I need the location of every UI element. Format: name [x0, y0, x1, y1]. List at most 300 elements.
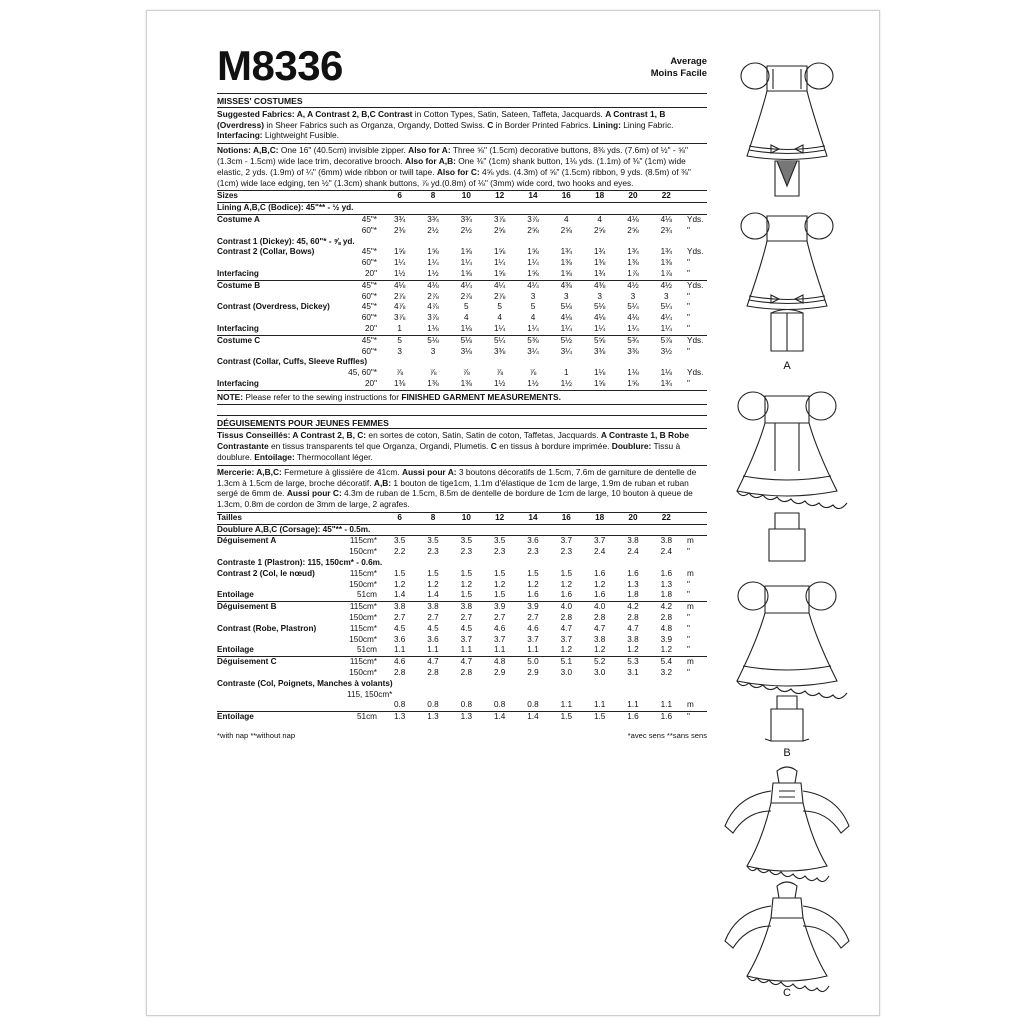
yardage-row: [217, 635, 707, 646]
yardage-value: 2⅞: [427, 291, 439, 301]
yardage-value: 1⅞: [660, 268, 672, 278]
yardage-value: 1.5: [460, 568, 473, 578]
yardage-value: 2⅝: [493, 225, 506, 235]
para-bold-segment: A Contrast 1, B (Overdress): [217, 108, 666, 130]
yardage-row: [217, 226, 707, 237]
yardage-value: 4⅛: [616, 214, 649, 225]
yardage-value: 4⅜: [550, 280, 583, 291]
yardage-value: 1⅝: [427, 247, 439, 257]
yardage-value: 1⅛: [593, 368, 606, 378]
yardage-value: 3.5: [383, 536, 416, 547]
yardage-value: 1¾: [560, 247, 572, 257]
yardage-value: 5⅛: [450, 335, 483, 346]
yardage-row: [217, 558, 707, 569]
para-text-segment: en sortes de coton, Satin, Satin de coton, Taffetas, Jacquards.: [366, 430, 601, 441]
yardage-value: 4⅞: [393, 302, 406, 312]
view-b-dickey-illustration: [765, 696, 809, 741]
yardage-value: 1⅝: [460, 247, 473, 257]
yardage-value: 3: [630, 291, 636, 301]
fabric-width: 60"*: [361, 346, 377, 356]
yardage-value: 0.8: [427, 700, 439, 710]
fabric-width: 51cm: [356, 590, 377, 600]
yardage-value: 3.5: [416, 536, 449, 547]
yardage-row: [217, 657, 707, 668]
row-label: [217, 580, 347, 591]
yardage-value: 2.8: [627, 613, 639, 623]
yardage-value: 1.1: [527, 645, 539, 655]
row-label: Costume C: [217, 335, 347, 346]
fabric-width: 45"*: [347, 335, 383, 346]
yardage-row: [217, 203, 707, 215]
yardage-value: 1⅜: [560, 258, 572, 268]
yardage-value: 1.2: [527, 579, 539, 589]
para-bold-segment: Also for A,B:: [405, 155, 456, 166]
size-column-header: 12: [483, 512, 516, 524]
unit: ": [687, 579, 690, 589]
english-title: MISSES' COSTUMES: [217, 93, 707, 107]
yardage-value: 2.8: [593, 613, 606, 623]
fabric-width: 115cm*: [347, 536, 383, 547]
para-bold-segment: Suggested Fabrics: A, A Contrast 2, B,C Contrast: [217, 108, 413, 119]
unit: ": [687, 268, 690, 278]
yardage-value: 5⅛: [560, 302, 572, 312]
row-label: Contrast (Robe, Plastron): [217, 623, 317, 633]
yardage-value: 3: [597, 291, 602, 301]
row-label: Entoilage: [217, 590, 254, 600]
yardage-value: 3: [564, 291, 569, 301]
yardage-value: 3.9: [516, 602, 549, 613]
fabric-width: 115cm*: [349, 623, 377, 633]
yardage-row: [217, 302, 707, 313]
row-label: Contrast (Collar, Cuffs, Sleeve Ruffles): [217, 357, 368, 367]
para-bold-segment: A,B:: [373, 477, 392, 488]
difficulty-fr: Moins Facile: [650, 67, 707, 78]
unit: Yds.: [687, 247, 704, 257]
unit: ": [687, 645, 690, 655]
yardage-value: 1.3: [627, 579, 639, 589]
yardage-value: 1⅜: [427, 378, 439, 388]
size-column-header: 10: [450, 512, 483, 524]
fabric-width: 20": [364, 268, 377, 278]
fabric-width: 150cm*: [349, 613, 377, 623]
yardage-value: 2.3: [527, 547, 539, 557]
para-bold-segment: Also for C:: [436, 166, 480, 177]
yardage-row: [217, 335, 707, 346]
size-header-row: [217, 191, 707, 203]
row-label: Interfacing: [217, 378, 259, 388]
yardage-value: 1.6: [616, 712, 649, 723]
para-bold-segment: Mercerie: A,B,C:: [217, 466, 282, 477]
para-bold-segment: Lining:: [592, 119, 621, 130]
yardage-row: [217, 613, 707, 624]
yardage-value: 2⅞: [460, 291, 473, 301]
fabric-width: 45"*: [361, 247, 377, 257]
yardage-row: [217, 347, 707, 358]
yardage-value: 3.9: [483, 602, 516, 613]
yardage-row: [217, 379, 707, 390]
yardage-value: 4.6: [493, 623, 506, 633]
yardage-row: [217, 280, 707, 291]
yardage-value: 1⅝: [493, 268, 506, 278]
unit: Yds.: [683, 335, 707, 346]
nap-legend-fr: *avec sens **sans sens: [627, 731, 707, 741]
fabric-width: 45"*: [361, 302, 377, 312]
yardage-value: 4: [583, 214, 616, 225]
yardage-row: [217, 624, 707, 635]
yardage-value: 1.1: [593, 700, 606, 710]
unit: m: [687, 568, 694, 578]
yardage-value: 1⅝: [560, 268, 572, 278]
size-column-header: 22: [650, 512, 683, 524]
row-label: Interfacing: [217, 323, 259, 333]
para-text-segment: 4.3m de ruban de 1.5cm, 8.5m de dentelle de bordure de 1cm de large, 10 bouton à queue de 1.3cm, 0.8m de cordon de 3mm de large, 2 agrafes.: [217, 488, 693, 510]
unit: m: [687, 700, 694, 710]
yardage-value: 4¼: [516, 280, 549, 291]
yardage-value: 1.5: [460, 590, 473, 600]
para-bold-segment: Entoilage:: [254, 451, 295, 462]
yardage-value: 3⅛: [460, 346, 473, 356]
row-label: Contraste 1 (Plastron): 115, 150cm* - 0.6m.: [217, 558, 383, 568]
yardage-value: 2½: [460, 225, 473, 235]
yardage-value: 2.3: [493, 547, 506, 557]
yardage-value: 2.7: [427, 613, 439, 623]
yardage-value: 2⅜: [393, 225, 406, 235]
yardage-value: 1¾: [593, 247, 606, 257]
unit: m: [683, 602, 707, 613]
yardage-value: 4⅛: [383, 280, 416, 291]
unit: ": [687, 302, 690, 312]
yardage-value: 1.5: [583, 712, 616, 723]
fabric-width: 51cm: [356, 645, 377, 655]
yardage-value: 4⅛: [627, 313, 639, 323]
yardage-value: 1.3: [383, 712, 416, 723]
unit: ": [687, 378, 690, 388]
yardage-row: [217, 357, 707, 368]
yardage-value: 1¾: [627, 247, 639, 257]
row-label: [217, 258, 347, 269]
fabric-width: 60"*: [361, 313, 377, 323]
yardage-value: 4.8: [660, 623, 672, 633]
view-label-b: B: [783, 747, 791, 759]
view-c-back-illustration: [725, 882, 849, 992]
para-bold-segment: C: [487, 119, 494, 130]
yardage-value: 1.1: [560, 700, 572, 710]
yardage-value: 5: [497, 302, 502, 312]
size-column-header: 12: [483, 191, 516, 203]
yardage-value: 2.7: [393, 613, 406, 623]
row-label: [217, 368, 347, 379]
yardage-value: 3⅜: [593, 346, 606, 356]
unit: ": [687, 346, 690, 356]
para-bold-segment: Aussi pour A:: [401, 466, 457, 477]
yardage-row: [217, 247, 707, 258]
yardage-value: 5⅛: [416, 335, 449, 346]
yardage-value: 3½: [660, 346, 672, 356]
yardage-row: [217, 602, 707, 613]
unit-header: [683, 512, 707, 524]
yardage-value: 1.6: [560, 590, 572, 600]
yardage-value: 1.1: [627, 700, 639, 710]
row-label: Costume A: [217, 214, 347, 225]
yardage-value: 1.3: [660, 579, 672, 589]
para-text-segment: 3 boutons décoratifs de 1.5cm, 7.6m de garniture de dentelle de 1.3cm à 1.5cm de large, broche décoratif.: [217, 466, 697, 488]
yardage-value: 1.5: [560, 568, 572, 578]
yardage-value: 1⅜: [627, 258, 639, 268]
yardage-row: [217, 645, 707, 656]
yardage-value: 1⅝: [527, 247, 539, 257]
width-header: [347, 191, 383, 203]
para-text-segment: Tissu à doublure.: [217, 441, 681, 462]
yardage-value: 3¼: [527, 346, 539, 356]
para-bold-segment: Aussi pour C:: [286, 488, 342, 499]
row-label: Déguisement A: [217, 536, 347, 547]
yardage-value: 4: [530, 313, 536, 323]
size-column-header: 10: [450, 191, 483, 203]
unit: ": [687, 668, 690, 678]
yardage-value: 0.8: [493, 700, 506, 710]
yardage-value: 1.5: [427, 568, 439, 578]
yardage-value: 2.4: [627, 547, 639, 557]
yardage-value: 5⅝: [583, 335, 616, 346]
yardage-value: 1.4: [393, 590, 406, 600]
yardage-value: 1¼: [560, 323, 572, 333]
yardage-value: 5¼: [483, 335, 516, 346]
french-suggested-fabrics: [217, 428, 707, 464]
yardage-value: 2.3: [427, 547, 439, 557]
yardage-value: 1¼: [393, 258, 406, 268]
yardage-value: 5: [530, 302, 536, 312]
yardage-value: 1½: [527, 378, 539, 388]
fabric-width: 150cm*: [349, 547, 377, 557]
unit: ": [687, 225, 690, 235]
yardage-value: 1⅝: [593, 378, 606, 388]
yardage-value: 1.2: [393, 579, 406, 589]
yardage-row: [217, 690, 707, 701]
yardage-value: 2½: [427, 225, 439, 235]
yardage-value: 4.7: [593, 623, 606, 633]
yardage-value: 4.0: [550, 602, 583, 613]
yardage-value: 3⅞: [483, 214, 516, 225]
yardage-value: 4.6: [383, 657, 416, 668]
yardage-value: 3.0: [560, 668, 572, 678]
fabric-width: 150cm*: [349, 668, 377, 678]
yardage-value: 4: [464, 313, 469, 323]
fabric-width: 60"*: [361, 291, 377, 301]
size-column-header: 6: [383, 191, 416, 203]
yardage-row: [217, 547, 707, 558]
yardage-value: 2.8: [460, 668, 473, 678]
yardage-value: 4¼: [483, 280, 516, 291]
para-text-segment: in Cotton Types, Satin, Sateen, Taffeta, Jacquards.: [412, 108, 606, 119]
para-bold-segment: Notions: A,B,C:: [217, 145, 279, 156]
unit: ": [687, 291, 690, 301]
unit-header: [683, 191, 707, 203]
yardage-value: 1.6: [593, 590, 606, 600]
yardage-row: [217, 368, 707, 379]
yardage-value: 1.2: [460, 579, 473, 589]
yardage-value: 1.2: [493, 579, 506, 589]
yardage-value: 4⅛: [593, 313, 606, 323]
yardage-value: 5¼: [660, 302, 672, 312]
yardage-value: 5: [383, 335, 416, 346]
yardage-value: 5.0: [516, 657, 549, 668]
view-a-collar-illustration: [771, 310, 803, 352]
yardage-value: 3.6: [393, 634, 406, 644]
english-yardage-table: [217, 190, 707, 389]
yardage-value: 3¼: [560, 346, 572, 356]
yardage-value: 1.5: [493, 590, 506, 600]
yardage-value: 4⅜: [583, 280, 616, 291]
fabric-width: 115cm*: [347, 657, 383, 668]
yardage-value: 4.5: [393, 623, 406, 633]
yardage-value: 4⅛: [650, 214, 683, 225]
fabric-width: 150cm*: [349, 634, 377, 644]
yardage-row: [217, 712, 707, 723]
yardage-value: 4: [497, 313, 502, 323]
para-text-segment: Lightweight Fusible.: [262, 130, 339, 141]
yardage-value: 4¼: [660, 313, 672, 323]
yardage-value: 2⅞: [493, 291, 506, 301]
row-label: Interfacing: [217, 268, 259, 278]
para-text-segment: in Border Printed Fabrics.: [493, 119, 593, 130]
unit: Yds.: [683, 214, 707, 225]
view-label-c: C: [783, 987, 791, 999]
para-text-segment: en tissus transparents tel que Organza, Organdi, Plumetis.: [268, 441, 491, 452]
yardage-value: 2⅝: [527, 225, 539, 235]
yardage-value: ⅞: [462, 368, 470, 378]
size-column-header: 8: [416, 191, 449, 203]
yardage-value: 2.7: [493, 613, 506, 623]
yardage-value: 1.5: [527, 568, 539, 578]
yardage-value: 1.2: [427, 579, 439, 589]
size-column-header: 22: [650, 191, 683, 203]
yardage-value: 4¼: [450, 280, 483, 291]
header: [217, 43, 707, 89]
yardage-value: 2.8: [560, 613, 572, 623]
row-label: [217, 613, 347, 624]
unit: ": [687, 590, 690, 600]
yardage-value: 1¼: [660, 323, 672, 333]
yardage-value: 3.1: [627, 668, 639, 678]
fabric-width: 20": [364, 323, 377, 333]
yardage-value: 5: [464, 302, 469, 312]
difficulty-rating: [651, 55, 707, 79]
fabric-width: 115cm*: [347, 602, 383, 613]
yardage-value: 1.4: [427, 590, 439, 600]
sizes-label: Tailles: [217, 512, 347, 524]
row-label: [217, 700, 347, 711]
yardage-value: 1⅞: [627, 268, 639, 278]
yardage-value: 1½: [393, 268, 406, 278]
size-column-header: 14: [516, 512, 549, 524]
yardage-value: 1.5: [493, 568, 506, 578]
view-b-back-illustration: [737, 582, 847, 699]
yardage-value: 2.9: [527, 668, 539, 678]
yardage-value: 1.1: [427, 645, 439, 655]
yardage-value: 3.8: [616, 536, 649, 547]
size-column-header: 8: [416, 512, 449, 524]
yardage-value: 5⅞: [650, 335, 683, 346]
unit: ": [687, 323, 690, 333]
yardage-value: 3⅜: [627, 346, 639, 356]
row-label: [217, 635, 347, 646]
yardage-value: 3.2: [660, 668, 672, 678]
yardage-value: 1.5: [393, 568, 406, 578]
yardage-value: 3.8: [416, 602, 449, 613]
yardage-row: [217, 524, 707, 536]
fabric-width: 45, 60"*: [348, 368, 377, 378]
yardage-value: 3¾: [416, 214, 449, 225]
row-label: Déguisement C: [217, 657, 347, 668]
yardage-value: 4.0: [583, 602, 616, 613]
unit: m: [683, 657, 707, 668]
yardage-value: 1.8: [660, 590, 672, 600]
yardage-value: 3.7: [493, 634, 506, 644]
unit: ": [687, 258, 690, 268]
yardage-value: 1.2: [660, 645, 672, 655]
yardage-value: 1⅝: [460, 268, 473, 278]
unit: ": [687, 623, 690, 633]
yardage-value: 1¾: [593, 268, 606, 278]
yardage-row: [217, 679, 707, 690]
row-label: Doublure A,B,C (Corsage): 45"** - 0.5m.: [217, 524, 371, 534]
para-text-segment: 1 bouton de tige1cm, 1.1m d'élastique de 1cm de large, 1.9m de ruban et ruban sergé de 6mm de.: [217, 477, 689, 499]
row-label: Contraste (Col, Poignets, Manches à volants): [217, 678, 393, 688]
fabric-width: 51cm: [347, 712, 383, 723]
yardage-row: [217, 237, 707, 248]
yardage-row: [217, 324, 707, 335]
yardage-value: 1⅜: [460, 378, 473, 388]
yardage-value: 2.4: [660, 547, 672, 557]
yardage-row: [217, 569, 707, 580]
view-a-dickey-illustration: [775, 161, 799, 196]
yardage-value: 1.1: [393, 645, 406, 655]
yardage-value: 3.7: [550, 536, 583, 547]
french-title: DÉGUISEMENTS POUR JEUNES FEMMES: [217, 415, 707, 429]
size-column-header: 6: [383, 512, 416, 524]
yardage-value: 1⅜: [593, 258, 606, 268]
row-label: Contrast 2 (Col, le nœud): [217, 568, 315, 578]
yardage-value: 4.7: [450, 657, 483, 668]
yardage-value: 1¼: [527, 323, 539, 333]
yardage-value: 3¾: [450, 214, 483, 225]
fabric-width: 45"*: [347, 214, 383, 225]
yardage-value: 1½: [427, 268, 439, 278]
yardage-value: 4.5: [460, 623, 473, 633]
yardage-value: 2¾: [660, 225, 672, 235]
unit: ": [687, 313, 690, 323]
yardage-row: [217, 700, 707, 711]
yardage-value: 1¾: [660, 247, 672, 257]
yardage-value: 1.6: [627, 568, 639, 578]
size-column-header: 16: [550, 191, 583, 203]
yardage-value: 2⅝: [627, 225, 639, 235]
yardage-value: 0.8: [527, 700, 539, 710]
nap-legend: [217, 731, 707, 742]
yardage-value: 1½: [560, 378, 572, 388]
yardage-value: 1.2: [560, 579, 572, 589]
yardage-value: 3: [430, 346, 436, 356]
yardage-value: 4.7: [627, 623, 639, 633]
yardage-value: 1¾: [660, 378, 672, 388]
row-label: Contrast (Overdress, Dickey): [217, 302, 330, 312]
french-yardage-table: [217, 512, 707, 723]
yardage-value: 0.8: [393, 700, 406, 710]
unit: ": [687, 613, 690, 623]
para-text-segment: Fermeture à glissière de 41cm.: [281, 466, 402, 477]
yardage-value: 1⅝: [627, 378, 639, 388]
size-column-header: 20: [616, 191, 649, 203]
